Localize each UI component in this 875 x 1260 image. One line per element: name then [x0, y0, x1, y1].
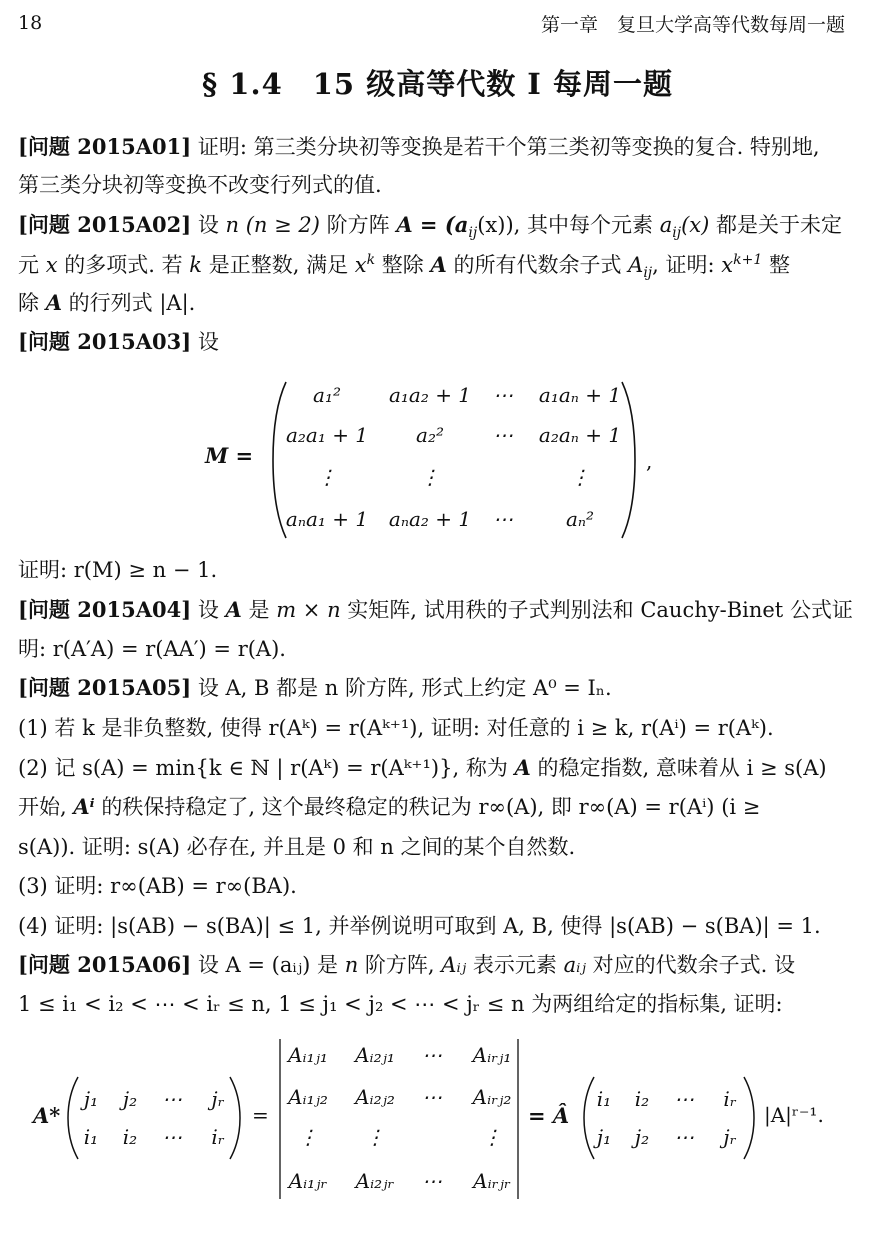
problem-label: [问题 2015A05] — [18, 675, 192, 700]
problem-2015a03-line-1: [问题 2015A03] 设 — [18, 329, 219, 354]
determinant-cell: ⋮ — [365, 1125, 385, 1149]
matrix-cell: ⋯ — [493, 507, 513, 531]
index-cell: i₂ — [634, 1087, 650, 1111]
problem-2015a05-line-1: [问题 2015A05] 设 A, B 都是 n 阶方阵, 形式上约定 A⁰ = Iₙ. — [18, 675, 612, 700]
matrix-trailing-comma: , — [646, 449, 653, 473]
determinant-cell: Aᵢ₁ⱼ₂ — [288, 1085, 328, 1109]
matrix-cell: a₂a₁ + 1 — [285, 423, 369, 447]
problem-label: [问题 2015A04] — [18, 597, 192, 622]
problem-2015a05-item-2-line-3: s(A)). 证明: s(A) 必存在, 并且是 0 和 n 之间的某个自然数. — [18, 835, 576, 859]
index-cell: j₁ — [596, 1125, 612, 1149]
index-cell: ⋯ — [162, 1087, 182, 1111]
problem-2015a05-item-4: (4) 证明: |s(AB) − s(BA)| ≤ 1, 并举例说明可取到 A, B, 使得 |s(AB) − s(BA)| = 1. — [18, 914, 821, 938]
determinant-cell: Aᵢ₂ⱼ₁ — [355, 1043, 395, 1067]
problem-2015a05-item-1: (1) 若 k 是非负整数, 使得 r(Aᵏ) = r(Aᵏ⁺¹), 证明: 对任意的 i ≥ k, r(Aⁱ) = r(Aᵏ). — [18, 716, 774, 740]
determinant-cell: ⋯ — [422, 1043, 442, 1067]
problem-2015a01-line-1 — [18, 127, 845, 167]
determinant-cell: ⋮ — [482, 1125, 502, 1149]
determinant-cell: Aᵢᵣⱼ₂ — [472, 1085, 512, 1109]
adjugate-hat-symbol: = Â — [528, 1103, 570, 1128]
index-cell: i₂ — [122, 1125, 138, 1149]
problem-2015a05-item-2-line-1: (2) 记 s(A) = min{k ∈ ℕ | r(Aᵏ) = r(Aᵏ⁺¹)}, 称为 A 的稳定指数, 意味着从 i ≥ s(A) — [18, 755, 827, 780]
problem-2015a04-line-2: 明: r(A′A) = r(AA′) = r(A). — [18, 637, 286, 661]
problem-label: [问题 2015A03] — [18, 329, 192, 354]
determinant-cell: Aᵢᵣⱼᵣ — [473, 1169, 511, 1193]
index-cell: i₁ — [83, 1125, 99, 1149]
running-header — [18, 8, 845, 38]
right-paren — [228, 1075, 242, 1161]
matrix-cell: a₂aₙ + 1 — [538, 423, 622, 447]
matrix-cell: a₁² — [313, 383, 341, 407]
adjugate-symbol: A* — [33, 1103, 61, 1128]
determinant-cell: Aᵢ₁ⱼᵣ — [288, 1169, 328, 1193]
determinant-cell: ⋮ — [298, 1125, 318, 1149]
problem-2015a04-line-1: [问题 2015A04] 设 A 是 m × n 实矩阵, 试用秩的子式判别法和 Cauchy-Binet 公式证 — [18, 597, 853, 622]
problem-2015a03-conclusion: 证明: r(M) ≥ n − 1. — [18, 558, 218, 582]
determinant-cell: Aᵢ₂ⱼᵣ — [355, 1169, 395, 1193]
index-cell: j₂ — [634, 1125, 650, 1149]
determinant-cell: ⋯ — [422, 1169, 442, 1193]
problem-2015a01-line-2: 第三类分块初等变换不改变行列式的值. — [18, 173, 382, 197]
index-cell: ⋯ — [674, 1087, 694, 1111]
problem-label: [问题 2015A06] — [18, 952, 192, 977]
problem-text: 证明: 第三类分块初等变换是若干个第三类初等变换的复合. 特别地, — [191, 135, 820, 159]
matrix-cell: ⋮ — [317, 465, 337, 489]
right-paren — [742, 1075, 756, 1161]
matrix-cell: aₙ² — [565, 507, 595, 531]
det-left-bar — [278, 1039, 282, 1199]
index-cell: ⋯ — [162, 1125, 182, 1149]
index-cell: j₂ — [122, 1087, 138, 1111]
matrix-cell: a₂² — [416, 423, 444, 447]
section-title: § 1.4 15 级高等代数 I 每周一题 — [202, 67, 673, 101]
index-cell: ⋯ — [674, 1125, 694, 1149]
cauchy-binet-formula — [0, 1035, 875, 1205]
matrix-m-display — [0, 375, 875, 545]
problem-2015a02-line-1: [问题 2015A02] 设 n (n ≥ 2) 阶方阵 $A = (a_{ij}(x))$, 其中每个元素 $a_{ij}(x)$ 都是关于未定 — [18, 212, 842, 242]
problem-2015a02-line-3: 除 A 的行列式 |A|. — [18, 290, 196, 315]
problem-2015a06-line-2: 1 ≤ i₁ < i₂ < ⋯ < iᵣ ≤ n, 1 ≤ j₁ < j₂ < ⋯ < jᵣ ≤ n 为两组给定的指标集, 证明: — [18, 992, 783, 1016]
determinant-cell: Aᵢᵣⱼ₁ — [472, 1043, 512, 1067]
problem-2015a02-line-2: 元 x 的多项式. 若 k 是正整数, 满足 $x^k$ 整除 A 的所有代数余子式 $A_{ij}$, 证明: $x^{k+1}$ 整 — [18, 252, 790, 282]
chapter-title: 第一章 复旦大学高等代数每周一题 — [540, 13, 845, 36]
matrix-cell: ⋮ — [420, 465, 440, 489]
matrix-cell: ⋯ — [493, 383, 513, 407]
matrix-cell: aₙa₁ + 1 — [285, 507, 369, 531]
matrix-name: M = — [205, 443, 254, 468]
matrix-cell: a₁aₙ + 1 — [538, 383, 622, 407]
left-paren — [582, 1075, 596, 1161]
index-cell: iᵣ — [723, 1087, 737, 1111]
problem-label: [问题 2015A01] — [18, 134, 192, 159]
matrix-cell: aₙa₂ + 1 — [388, 507, 472, 531]
equals-sign: = — [252, 1103, 269, 1127]
determinant-cell: Aᵢ₂ⱼ₂ — [355, 1085, 395, 1109]
page-number: 18 — [18, 12, 43, 34]
index-cell: iᵣ — [211, 1125, 225, 1149]
index-cell: j₁ — [83, 1087, 99, 1111]
det-right-bar — [516, 1039, 520, 1199]
matrix-cell: a₁a₂ + 1 — [388, 383, 472, 407]
matrix-cell: ⋯ — [493, 423, 513, 447]
determinant-cell: ⋯ — [422, 1085, 442, 1109]
problem-2015a05-item-3: (3) 证明: r∞(AB) = r∞(BA). — [18, 874, 297, 898]
problem-2015a05-item-2-line-2: 开始, Aⁱ 的秩保持稳定了, 这个最终稳定的秩记为 r∞(A), 即 r∞(A) = r(Aⁱ) (i ≥ — [18, 794, 761, 819]
left-paren — [66, 1075, 80, 1161]
problem-2015a06-line-1: [问题 2015A06] 设 A = (aᵢⱼ) 是 n 阶方阵, Aᵢⱼ 表示元素 aᵢⱼ 对应的代数余子式. 设 — [18, 952, 795, 977]
index-cell: jᵣ — [723, 1125, 737, 1149]
matrix-cell: ⋮ — [570, 465, 590, 489]
problem-label: [问题 2015A02] — [18, 212, 192, 237]
index-cell: jᵣ — [211, 1087, 225, 1111]
det-power-term: |A|ʳ⁻¹. — [764, 1103, 824, 1127]
index-cell: i₁ — [596, 1087, 612, 1111]
determinant-cell: Aᵢ₁ⱼ₁ — [288, 1043, 328, 1067]
